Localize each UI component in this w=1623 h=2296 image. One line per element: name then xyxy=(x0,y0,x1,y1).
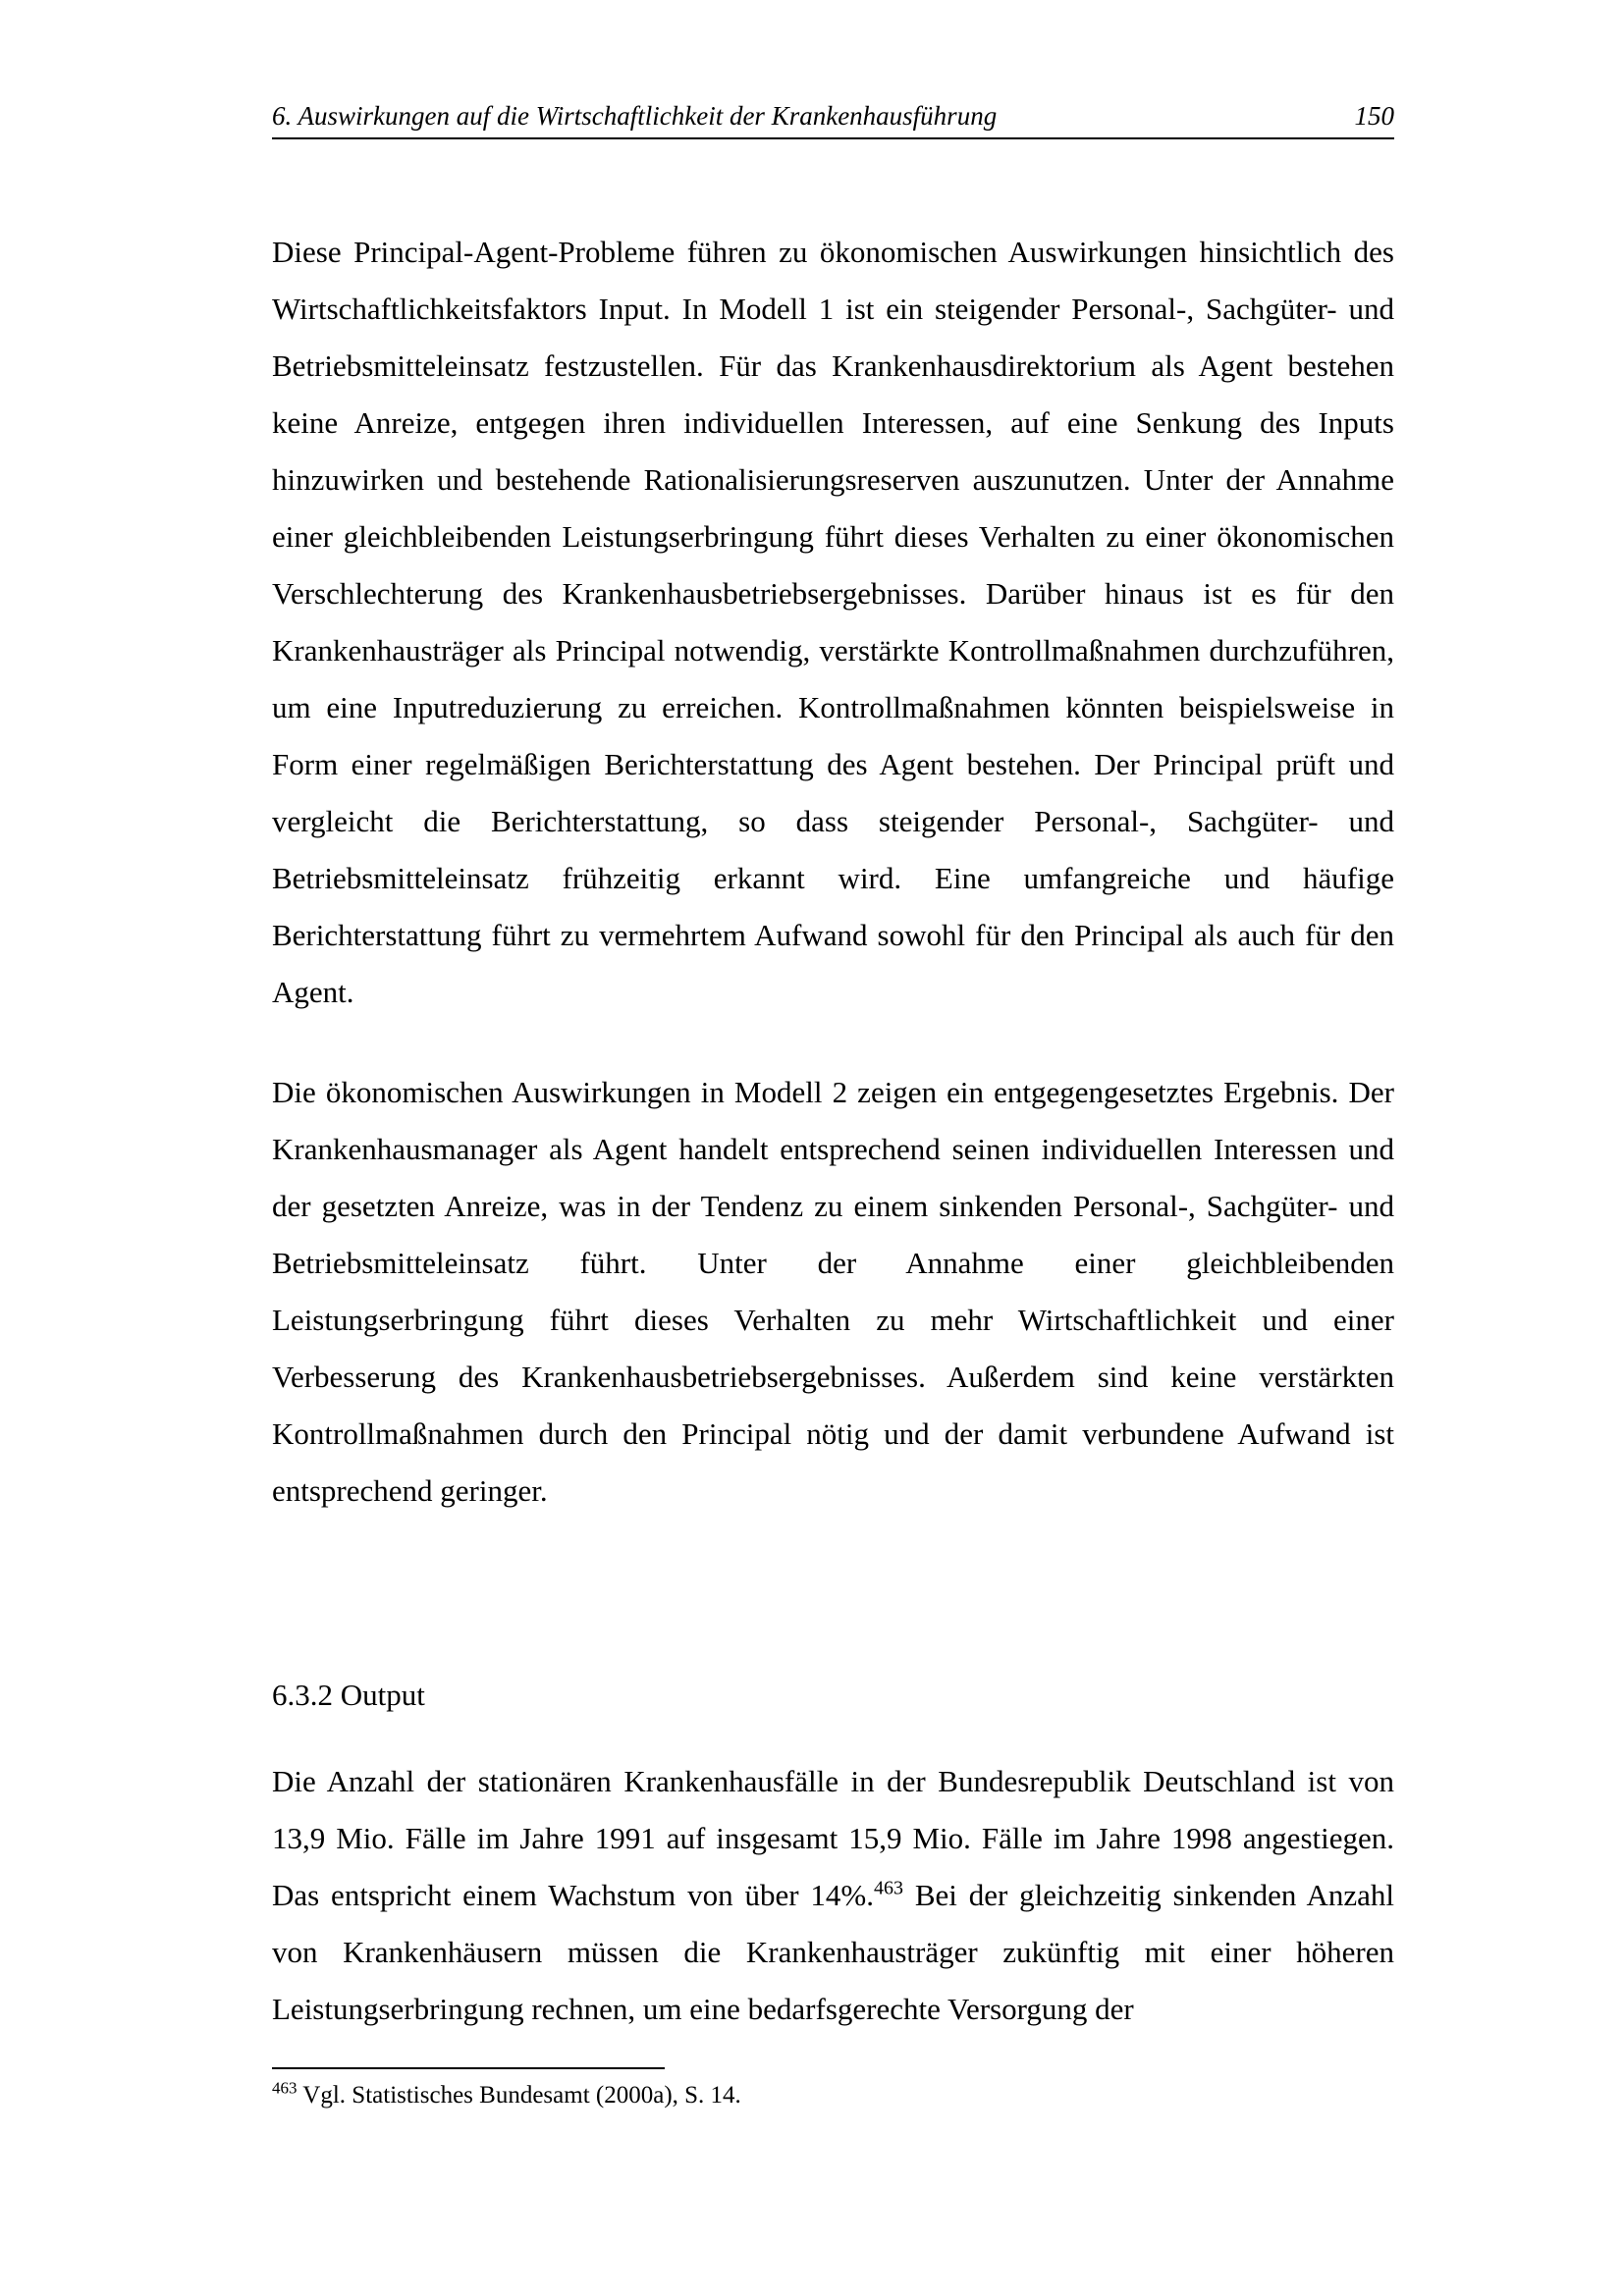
footnote-reference: 463 xyxy=(874,1877,903,1899)
paragraph-output-text-end: Bei der gleichzeitig sinkenden Anzahl von Krankenhäusern müssen die Krankenhausträger zukünftig mit einer höheren Leistungserbringung rechnen, um eine bedarfsgerechte Versorgung der xyxy=(272,1878,1394,2026)
page-number: 150 xyxy=(1354,101,1394,131)
footnote-divider xyxy=(272,2067,665,2069)
footnote-number: 463 xyxy=(272,2078,298,2098)
paragraph-input-effects: Diese Principal-Agent-Probleme führen zu ökonomischen Auswirkungen hinsichtlich des Wirtschaftlichkeitsfaktors Input. In Modell 1 ist ein steigender Personal-, Sachgüter- und Betriebsmitteleinsatz festzustellen. Für das Krankenhausdirektorium als Agent bestehen keine Anreize, entgegen ihren individuellen Interessen, auf eine Senkung des Inputs hinzuwirken und bestehende Rationalisierungsreserven auszunutzen. Unter der Annahme einer gleichbleibenden Leistungserbringung führt dieses Verhalten zu einer ökonomischen Verschlechterung des Krankenhausbetriebsergebnisses. Darüber hinaus ist es für den Krankenhausträger als Principal notwendig, verstärkte Kontrollmaßnahmen durchzuführen, um eine Inputreduzierung zu erreichen. Kontrollmaßnahmen könnten beispielsweise in Form einer regelmäßigen Berichterstattung des Agent bestehen. Der Principal prüft und vergleicht die Berichterstattung, so dass steigender Personal-, Sachgüter- und Betriebsmitteleinsatz frühzeitig erkannt wird. Eine umfangreiche und häufige Berichterstattung führt zu vermehrtem Aufwand sowohl für den Principal als auch für den Agent. xyxy=(272,235,1394,1009)
paragraph-model-2-effects: Die ökonomischen Auswirkungen in Modell 2 zeigen ein entgegengesetztes Ergebnis. Der Krankenhausmanager als Agent handelt entsprechend seinen individuellen Interessen und der gesetzten Anreize, was in der Tendenz zu einem sinkenden Personal-, Sachgüter- und Betriebsmitteleinsatz führt. Unter der Annahme einer gleichbleibenden Leistungserbringung führt dieses Verhalten zu mehr Wirtschaftlichkeit und einer Verbesserung des Krankenhausbetriebsergebnisses. Außerdem sind keine verstärkten Kontrollmaßnahmen durch den Principal nötig und der damit verbundene Aufwand ist entsprechend geringer. xyxy=(272,1075,1394,1508)
footnote-text: Vgl. Statistisches Bundesamt (2000a), S. 14. xyxy=(297,2082,741,2109)
footnote xyxy=(272,2077,741,2114)
paragraph-output xyxy=(272,1753,1394,2038)
page-header xyxy=(272,98,1394,139)
running-header-title: 6. Auswirkungen auf die Wirtschaftlichkeit der Krankenhausführung xyxy=(272,101,998,131)
section-heading-output: 6.3.2 Output xyxy=(272,1678,425,1712)
paragraph-output-text-start: Die Anzahl der stationären Krankenhausfälle in der Bundesrepublik Deutschland ist von 13,9 Mio. Fälle im Jahre 1991 auf insgesamt 15,9 Mio. Fälle im Jahre 1998 angestiegen. Das entspricht einem Wachstum von über 14%. xyxy=(272,1764,1394,1912)
